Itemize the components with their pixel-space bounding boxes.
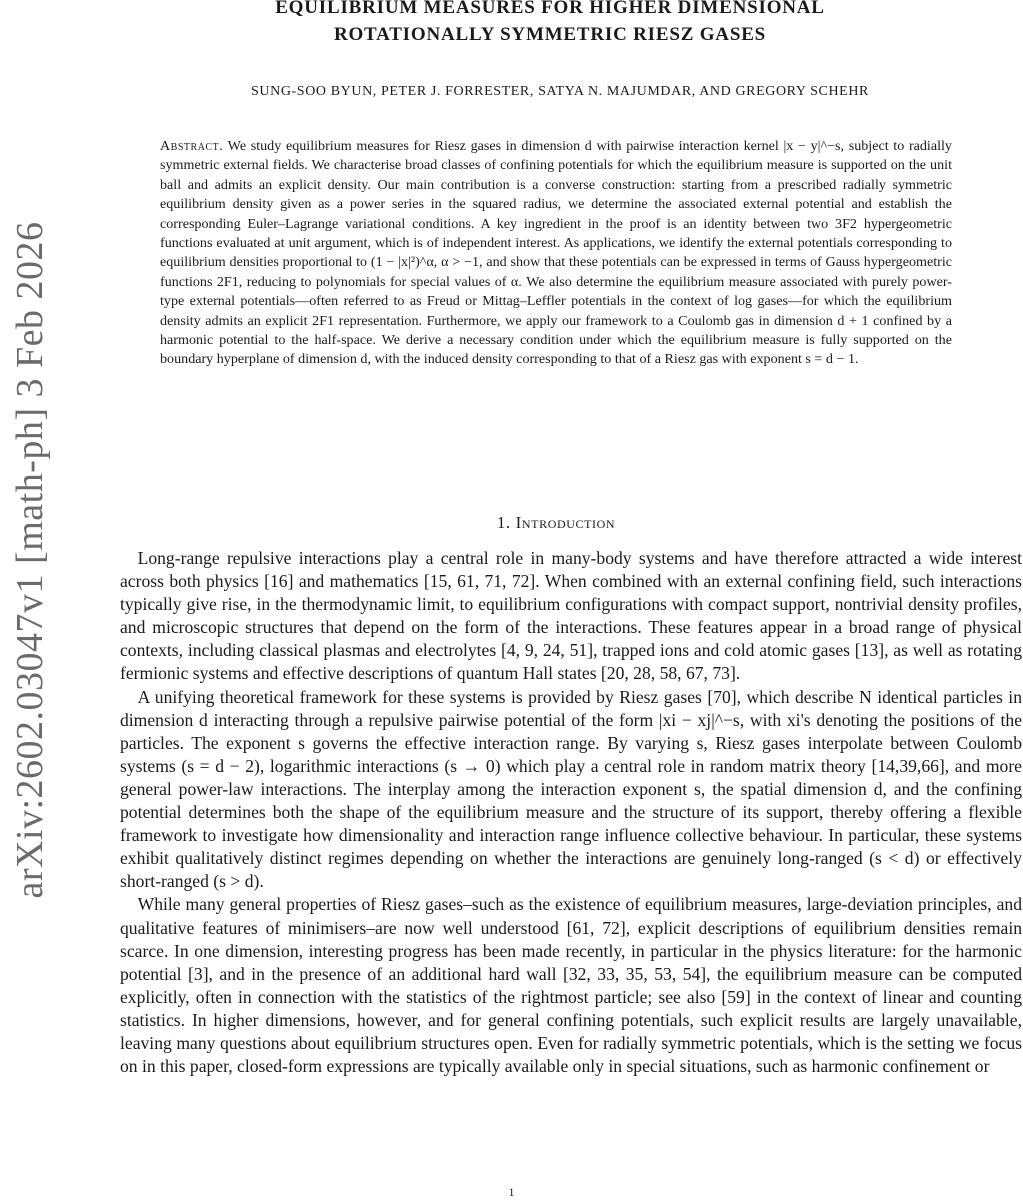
page-number: 1 xyxy=(508,1185,515,1199)
title-line-1: EQUILIBRIUM MEASURES FOR HIGHER DIMENSIONAL xyxy=(275,0,825,18)
title-line-2: ROTATIONALLY SYMMETRIC RIESZ GASES xyxy=(333,24,767,45)
paper-title xyxy=(120,0,980,48)
arxiv-identifier: arXiv:2602.03047v1 [math-ph] 3 Feb 2026 xyxy=(9,221,51,899)
paragraph-2: A unifying theoretical framework for these systems is provided by Riesz gases [70], which describe N identical particles in dimension d interacting through a repulsive pairwise potential of the form |xi − xj|^−s, with xi's denoting the positions of the particles. The exponent s governs the effective interaction range. By varying s, Riesz gases interpolate between Coulomb systems (s = d − 2), logarithmic interactions (s → 0) which play a central role in random matrix theory [14,39,66], and more general power-law interactions. The interplay among the interaction exponent s, the spatial dimension d, and the confining potential determines both the shape of the equilibrium measure and the structure of its support, thereby offering a flexible framework to investigate how dimensionality and interaction range influence collective behaviour. In particular, these systems exhibit qualitatively distinct regimes depending on whether the interactions are genuinely long-ranged (s < d) or effectively short-ranged (s > d). xyxy=(120,686,1022,892)
abstract xyxy=(160,137,952,370)
abstract-label: Abstract. xyxy=(160,138,224,154)
author-list: SUNG-SOO BYUN, PETER J. FORRESTER, SATYA N. MAJUMDAR, AND GREGORY SCHEHR xyxy=(251,84,869,99)
section-heading-introduction: 1. Introduction xyxy=(496,513,616,532)
paragraph-3: While many general properties of Riesz gases–such as the existence of equilibrium measures, large-deviation principles, and qualitative features of minimisers–are now well understood [61, 72], explicit descriptions of equilibrium densities remain scarce. In one dimension, interesting progress has been made recently, in particular in the physics literature: for the harmonic potential [3], and in the presence of an additional hard wall [32, 33, 35, 53, 54], the equilibrium measure can be computed explicitly, often in connection with the statistics of the rightmost particle; see also [59] in the context of linear and counting statistics. In higher dimensions, however, and for general confining potentials, such explicit results are largely unavailable, leaving many questions about equilibrium structures open. Even for radially symmetric potentials, which is the setting we focus on in this paper, closed-form expressions are typically available only in special situations, such as harmonic confinement or xyxy=(120,894,1022,1077)
abstract-text: We study equilibrium measures for Riesz gases in dimension d with pairwise interaction kernel |x − y|^−s, subject to radially symmetric external fields. We characterise broad classes of confining potentials for which the equilibrium measure is supported on the unit ball and admits an explicit density. Our main contribution is a converse construction: starting from a prescribed radially symmetric equilibrium density given as a power series in the squared radius, we determine the associated external potential and establish the corresponding Euler–Lagrange variational conditions. A key ingredient in the proof is an identity between two 3F2 hypergeometric functions evaluated at unit argument, which is of independent interest. As applications, we identify the external potentials corresponding to equilibrium densities proportional to (1 − |x|²)^α, α > −1, and show that these potentials can be expressed in terms of Gauss hypergeometric functions 2F1, reducing to polynomials for special values of α. We also determine the equilibrium measure associated with purely power-type external potentials—often referred to as Freud or Mittag–Leffler potentials in the context of log gases—for which the equilibrium density admits an explicit 2F1 representation. Furthermore, we apply our framework to a Coulomb gas in dimension d + 1 confined by a harmonic potential to the half-space. We derive a necessary condition under which the equilibrium measure is fully supported on the boundary hyperplane of dimension d, with the induced density corresponding to that of a Riesz gas with exponent s = d − 1. xyxy=(160,138,952,368)
introduction-body xyxy=(120,547,1022,1078)
paragraph-1: Long-range repulsive interactions play a central role in many-body systems and have therefore attracted a wide interest across both physics [16] and mathematics [15, 61, 71, 72]. When combined with an external confining field, such interactions typically give rise, in the thermodynamic limit, to equilibrium configurations with compact support, nontrivial density profiles, and microscopic structures that depend on the form of the interactions. These features appear in a broad range of physical contexts, including classical plasmas and electrolytes [4, 9, 24, 51], trapped ions and cold atomic gases [13], as well as rotating fermionic systems and effective descriptions of quantum Hall states [20, 28, 58, 67, 73]. xyxy=(120,548,1022,684)
